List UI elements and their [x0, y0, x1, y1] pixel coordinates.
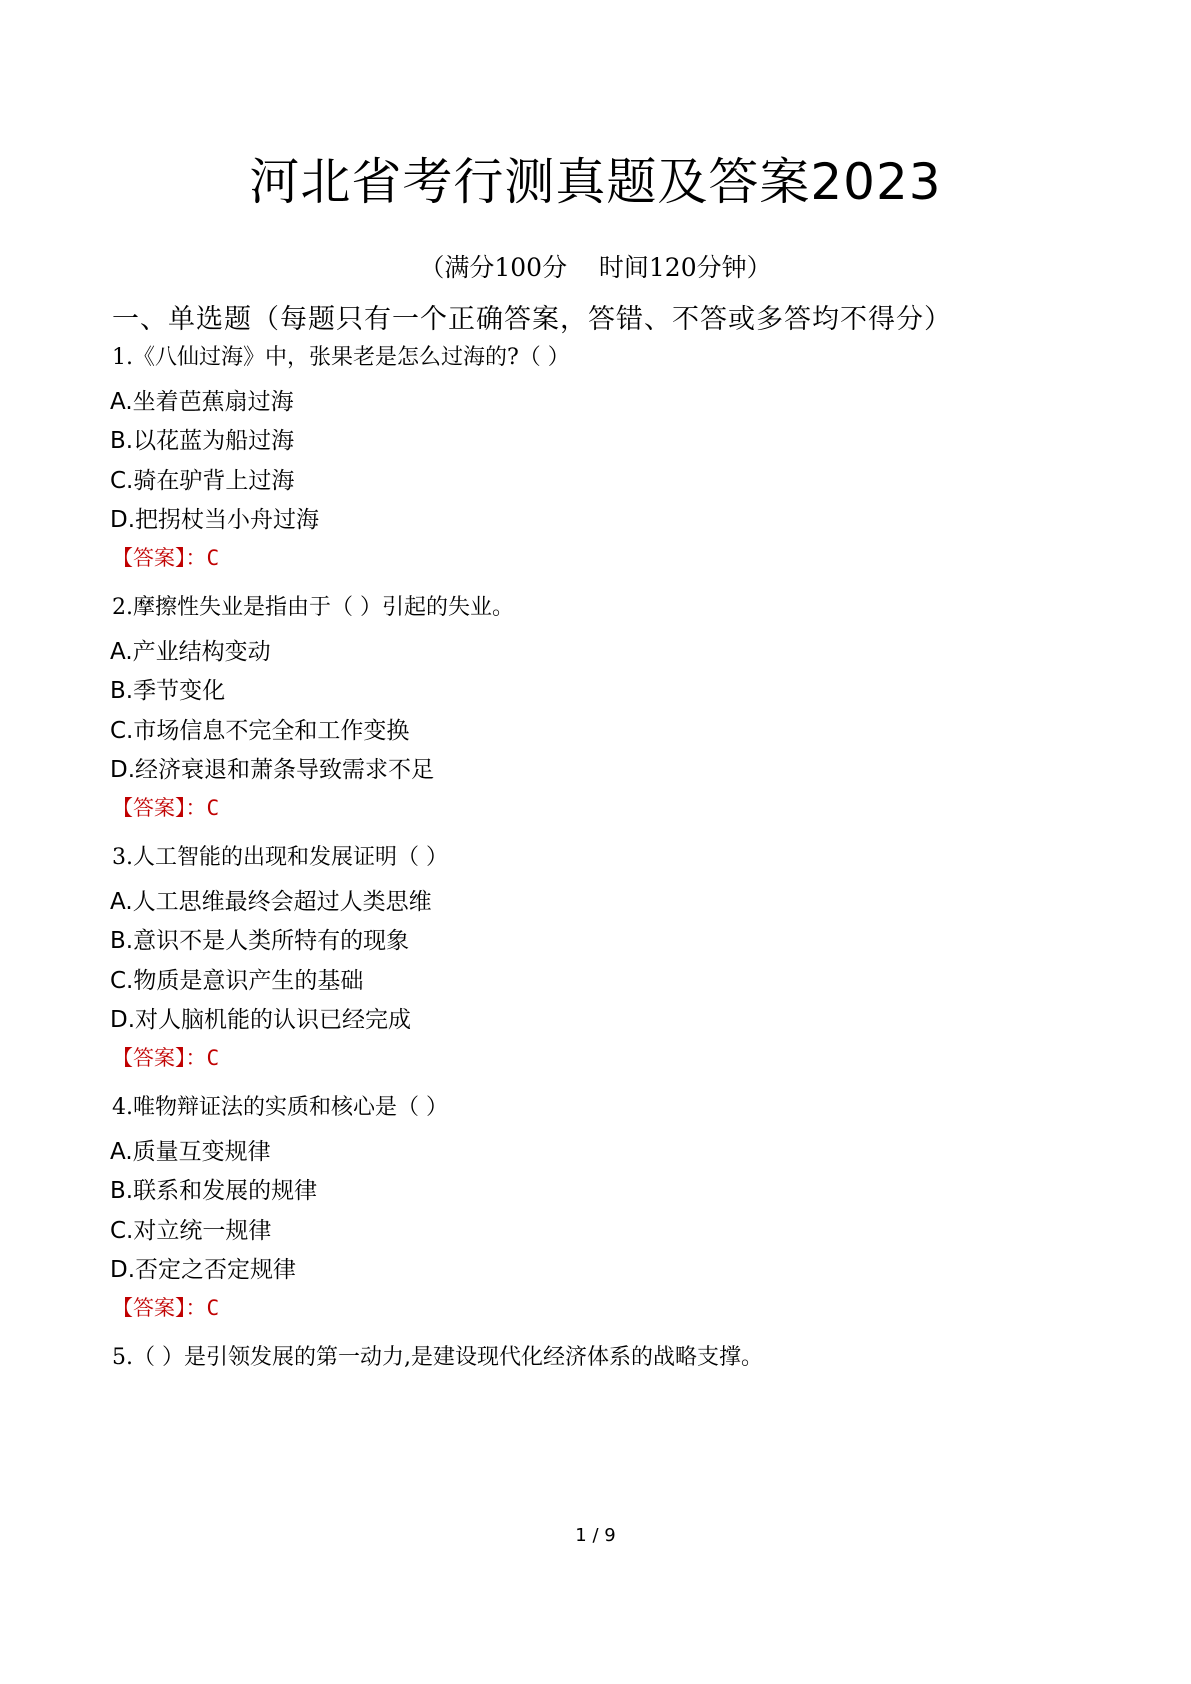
question-3-answer: 【答案】：C	[112, 1046, 220, 1070]
question-4-option-b: B.联系和发展的规律	[110, 1178, 318, 1204]
question-2-option-c: C.市场信息不完全和工作变换	[110, 718, 410, 744]
question-3-option-c: C.物质是意识产生的基础	[110, 968, 364, 994]
question-4-answer: 【答案】：C	[112, 1296, 220, 1320]
question-1-option-d: D.把拐杖当小舟过海	[110, 507, 320, 533]
question-4-option-c: C.对立统一规律	[110, 1218, 272, 1244]
exam-info: （满分100分 时间120分钟）	[419, 253, 772, 282]
question-1: 1.《八仙过海》中，张果老是怎么过海的?（ ）	[112, 345, 570, 370]
question-2-answer: 【答案】：C	[112, 796, 220, 820]
section-heading: 一、单选题（每题只有一个正确答案，答错、不答或多答均不得分）	[112, 304, 952, 335]
question-4: 4.唯物辩证法的实质和核心是（ ）	[112, 1095, 448, 1120]
question-1-option-b: B.以花蓝为船过海	[110, 428, 295, 454]
question-3-option-a: A.人工思维最终会超过人类思维	[110, 889, 432, 915]
question-4-option-d: D.否定之否定规律	[110, 1257, 297, 1283]
question-2: 2.摩擦性失业是指由于（ ）引起的失业。	[112, 595, 514, 620]
question-3-option-d: D.对人脑机能的认识已经完成	[110, 1007, 412, 1033]
question-1-option-a: A.坐着芭蕉扇过海	[110, 389, 294, 415]
question-4-option-a: A.质量互变规律	[110, 1139, 271, 1165]
question-3-option-b: B.意识不是人类所特有的现象	[110, 928, 410, 954]
question-3: 3.人工智能的出现和发展证明（ ）	[112, 845, 448, 870]
question-1-option-c: C.骑在驴背上过海	[110, 468, 295, 494]
question-2-option-b: B.季节变化	[110, 678, 226, 704]
document-title: 河北省考行测真题及答案2023	[249, 153, 942, 211]
question-2-option-a: A.产业结构变动	[110, 639, 271, 665]
question-1-answer: 【答案】：C	[112, 546, 220, 570]
page-number: 1 / 9	[575, 1525, 616, 1546]
question-5: 5.（ ）是引领发展的第一动力,是建设现代化经济体系的战略支撑。	[112, 1345, 763, 1370]
question-2-option-d: D.经济衰退和萧条导致需求不足	[110, 757, 435, 783]
